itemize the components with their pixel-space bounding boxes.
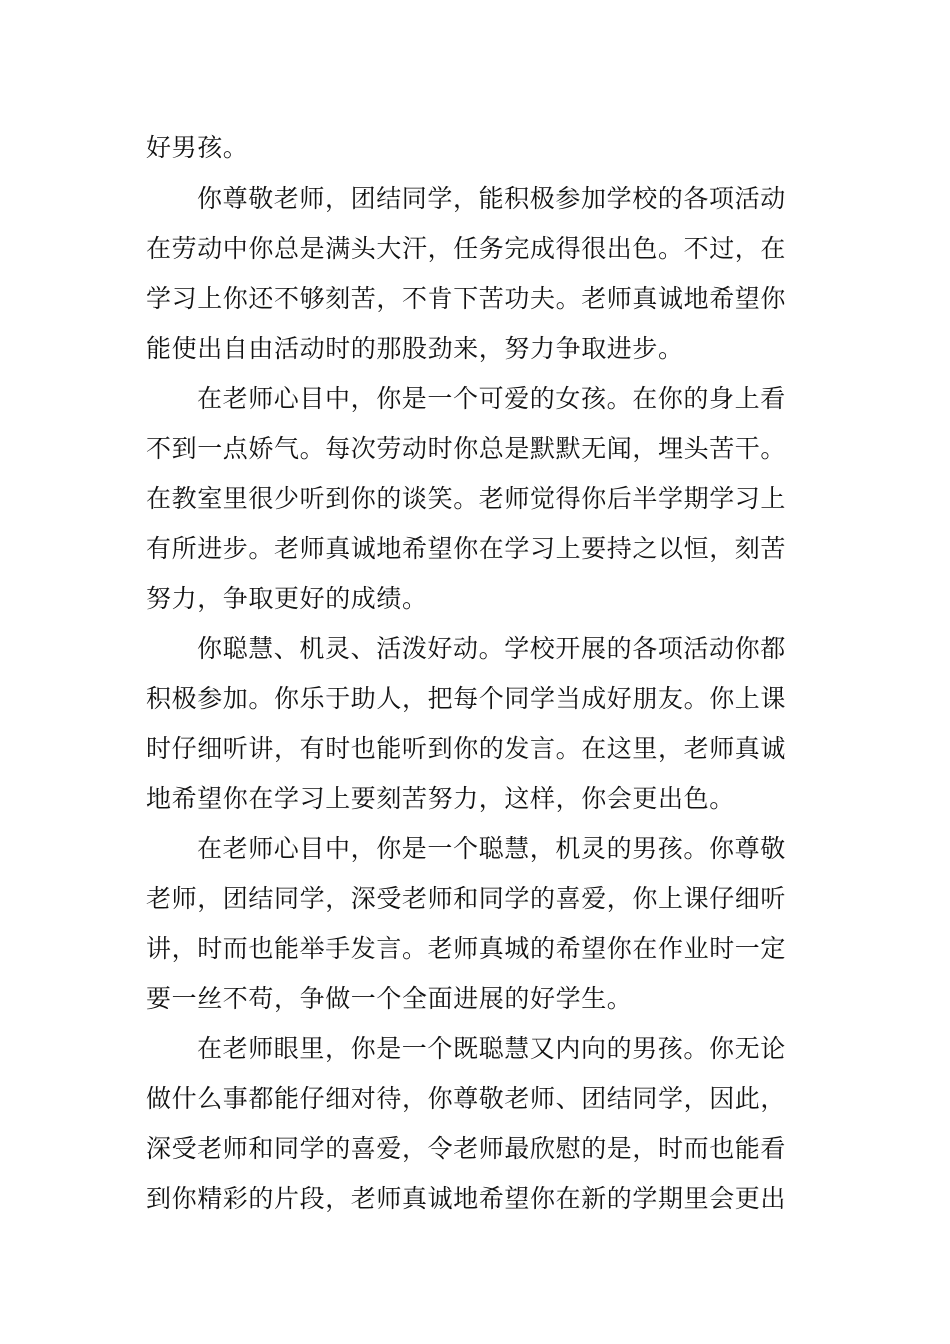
text-line: 在劳动中你总是满头大汗，任务完成得很出色。不过，在 [146, 234, 787, 263]
text-line: 积极参加。你乐于助人，把每个同学当成好朋友。你上课 [146, 684, 787, 713]
paragraph-1-line-1: 你尊敬老师，团结同学，能积极参加学校的各项活动 [197, 184, 786, 213]
paragraph-2-line-1: 在老师心目中，你是一个可爱的女孩。在你的身上看 [197, 384, 786, 413]
text-line: 学习上你还不够刻苦，不肯下苦功夫。老师真诚地希望你 [146, 284, 787, 313]
text-line: 时仔细听讲，有时也能听到你的发言。在这里，老师真诚 [146, 734, 787, 763]
text-line: 地希望你在学习上要刻苦努力，这样，你会更出色。 [146, 784, 735, 813]
text-line: 努力，争取更好的成绩。 [146, 584, 428, 613]
text-line: 深受老师和同学的喜爱，令老师最欣慰的是，时而也能看 [146, 1134, 787, 1163]
text-line: 到你精彩的片段，老师真诚地希望你在新的学期里会更出 [146, 1184, 787, 1213]
text-line: 老师，团结同学，深受老师和同学的喜爱，你上课仔细听 [146, 884, 787, 913]
paragraph-5-line-1: 在老师眼里，你是一个既聪慧又内向的男孩。你无论 [197, 1034, 786, 1063]
paragraph-4-line-1: 在老师心目中，你是一个聪慧，机灵的男孩。你尊敬 [197, 834, 786, 863]
text-line: 不到一点娇气。每次劳动时你总是默默无闻，埋头苦干。 [146, 434, 787, 463]
text-line: 好男孩。 [146, 133, 249, 162]
paragraph-3-line-1: 你聪慧、机灵、活泼好动。学校开展的各项活动你都 [197, 634, 786, 663]
text-line: 要一丝不苟，争做一个全面进展的好学生。 [146, 984, 633, 1013]
text-line: 做什么事都能仔细对待，你尊敬老师、团结同学，因此， [146, 1084, 787, 1113]
text-line: 讲，时而也能举手发言。老师真城的希望你在作业时一定 [146, 934, 787, 963]
text-line: 有所进步。老师真诚地希望你在学习上要持之以恒，刻苦 [146, 534, 787, 563]
text-line: 在教室里很少听到你的谈笑。老师觉得你后半学期学习上 [146, 484, 787, 513]
text-line: 能使出自由活动时的那股劲来，努力争取进步。 [146, 334, 684, 363]
